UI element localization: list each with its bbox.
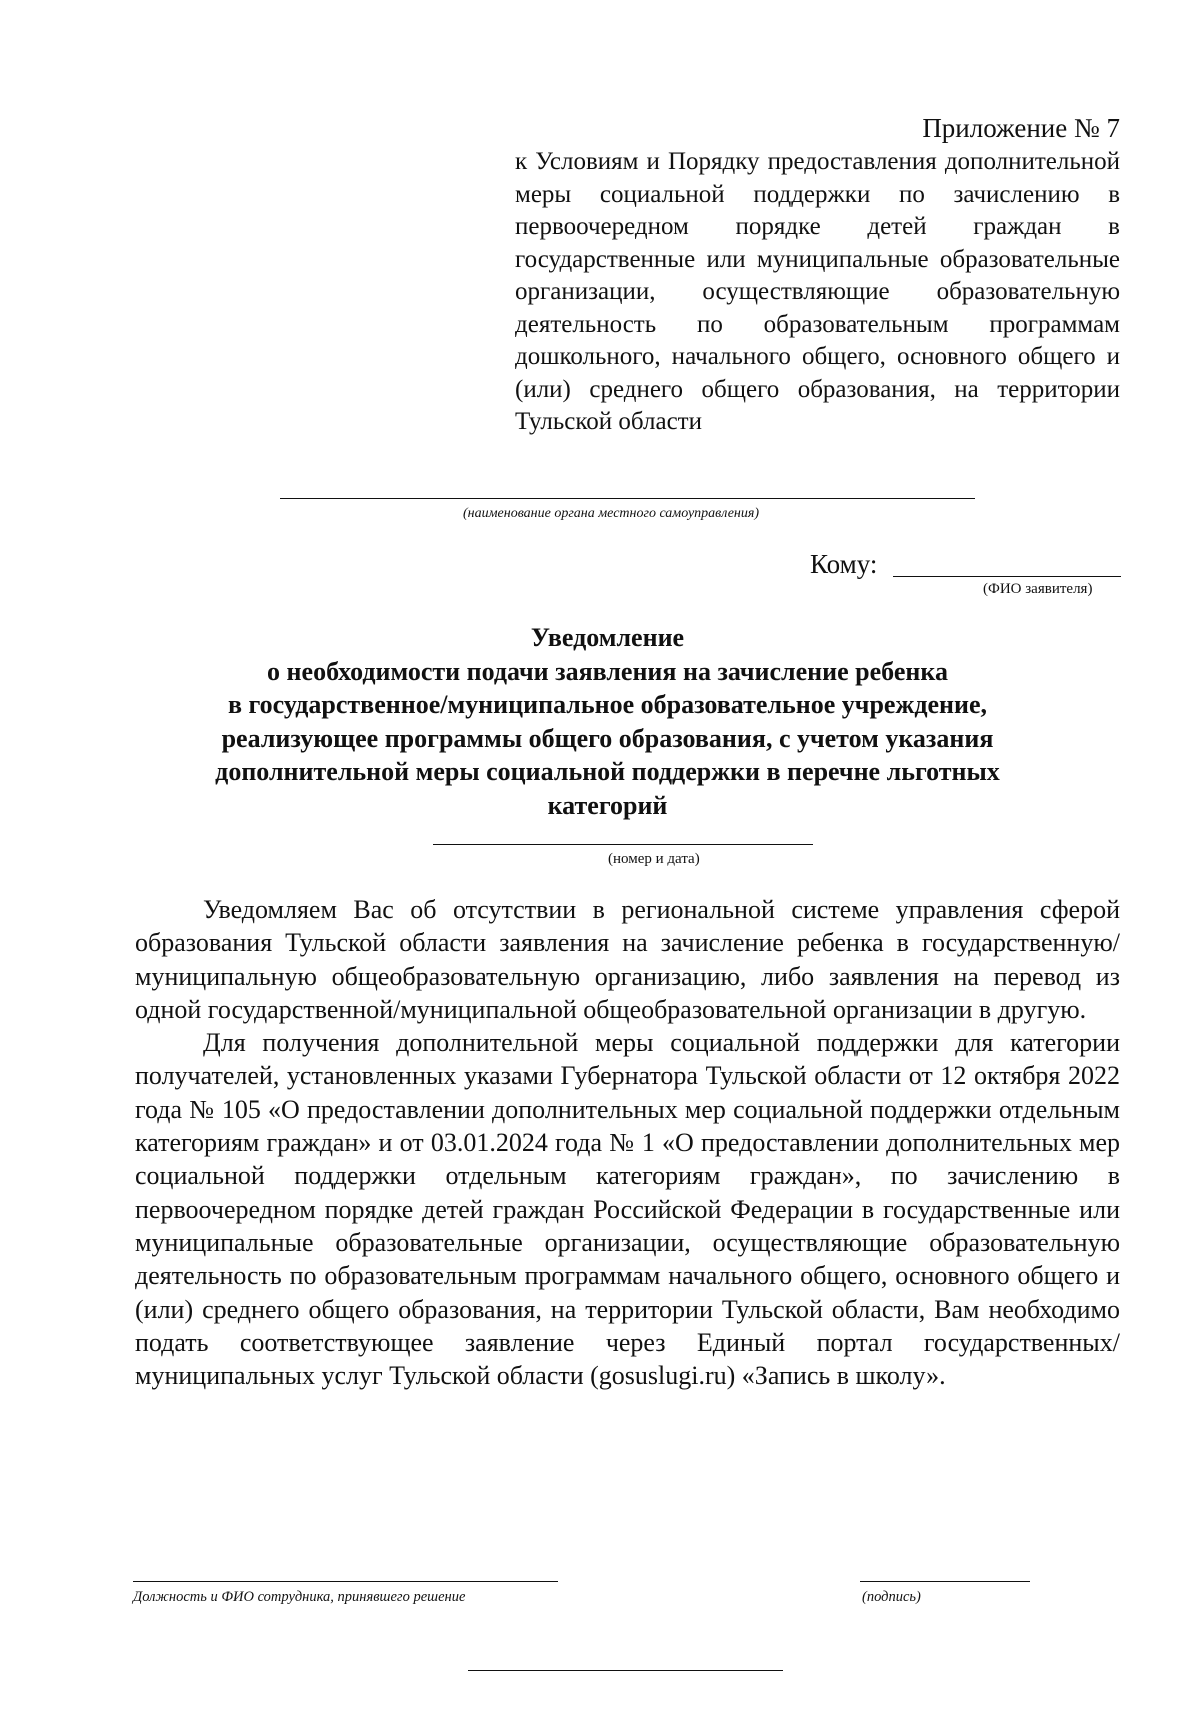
number-date-line	[433, 844, 813, 845]
employee-line	[133, 1581, 558, 1582]
recipient-name-caption: (ФИО заявителя)	[983, 581, 1093, 597]
body-paragraph: Для получения дополнительной меры социальной поддержки для категории получателей, установленных указами Губернатора Тульской области от 12 октября 2022 года № 105 «О предоставлении дополнительных мер социальной поддержки отдельным категориям граждан» и от 03.01.2024 года № 1 «О предоставлении дополнительных мер социальной поддержки отдельным категориям граждан», по зачислению в первоочередном порядке детей граждан Российской Федерации в государственные или муниципальные образовательные организации, осуществляющие образовательную деятельность по образовательным программам начального общего, основного общего и (или) среднего общего образования, на территории Тульской области, Вам необходимо подать соответствующее заявление через Единый портал государственных/муниципальных услуг Тульской области (gosuslugi.ru) «Запись в школу».	[135, 1028, 1120, 1391]
authority-name-caption: (наименование органа местного самоуправления)	[463, 506, 760, 521]
notice-title-line: о необходимости подачи заявления на зачисление ребенка	[267, 656, 948, 686]
notice-title-line: категорий	[547, 790, 668, 820]
authority-name-line	[280, 498, 975, 499]
bottom-line	[468, 1670, 783, 1671]
appendix-title: Приложение № 7	[922, 113, 1120, 143]
notice-title-line: Уведомление	[530, 623, 685, 652]
appendix-description: к Условиям и Порядку предоставления дополнительной меры социальной поддержки по зачислению в первоочередном порядке детей граждан в государственные или муниципальные образовательные организации, осуществляющие образовательную деятельность по образовательным программам дошкольного, начального общего, основного общего и (или) среднего общего образования, на территории Тульской области	[515, 148, 1120, 435]
notice-title	[120, 621, 1095, 822]
notice-title-line: реализующее программы общего образования, с учетом указания	[221, 723, 994, 753]
notice-body	[135, 893, 1120, 1392]
recipient-label: Кому:	[810, 549, 878, 579]
notice-title-line: в государственное/муниципальное образовательное учреждение,	[227, 690, 988, 719]
signature-line	[860, 1581, 1030, 1582]
body-paragraph: Уведомляем Вас об отсутствии в региональной системе управления сферой образования Тульской области заявления на зачисление ребенка в государственную/муниципальную общеобразовательную организацию, либо заявления на перевод из одной государственной/муниципальной общеобразовательной организации в другую.	[135, 895, 1120, 1024]
number-date-caption: (номер и дата)	[608, 851, 700, 867]
signature-caption: (подпись)	[862, 1589, 921, 1605]
employee-caption: Должность и ФИО сотрудника, принявшего решение	[133, 1589, 466, 1605]
recipient-name-line	[893, 576, 1121, 577]
notice-title-line: дополнительной меры социальной поддержки в перечне льготных	[215, 757, 1000, 786]
